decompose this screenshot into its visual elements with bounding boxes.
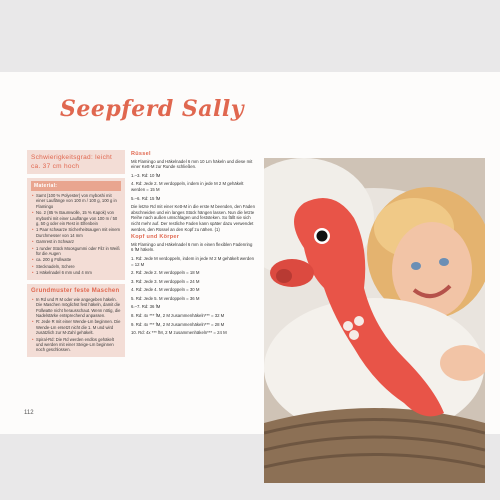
instruction-row: 4. Rd: Jede 4. M verdoppeln = 30 M	[131, 287, 200, 293]
body-rows	[131, 256, 255, 336]
basics-item: • R: Jede R mit einer Wende-Lm beginnen. Die Wende-Lm ersetzt nicht die 1. M und wird zusätzlich zur M-Zahl gehäkelt.	[36, 319, 121, 335]
instruction-row: 8. Rd: 4x *** fM, 2 M zusammenhäkeln*** = 32 M	[131, 313, 225, 319]
material-item: • ca. 200 g Füllwatte	[36, 257, 121, 262]
photo-child-with-seahorse	[264, 158, 485, 483]
ruessel-rows	[131, 173, 255, 201]
material-item: • 1 Häkelnadel 6 mm und 4 mm	[36, 270, 121, 275]
book-spread	[0, 72, 500, 434]
material-item: • Samt (100 % Polyester) von myboshi mit einer Lauflänge von 100 m / 100 g, 100 g in Flamingo	[36, 193, 121, 209]
material-box	[27, 178, 125, 280]
page-number: 112	[24, 410, 34, 416]
instruction-row: 9. Rd: 4x *** fM, 2 M zusammenhäkeln*** = 28 M	[131, 321, 225, 327]
basics-item: • In Rd und R M oder wie angegeben häkeln. Die Maschen möglichst fest häkeln, damit die Füllwatte nicht herausschaut. Wenn nötig, die Nadelstärke entsprechend anpassen.	[36, 297, 121, 319]
instruction-row: 5.–6. Rd: 15 fM	[131, 195, 161, 201]
material-item: • Stecknadeln, Schere	[36, 264, 121, 269]
ruessel-heading: Rüssel	[131, 151, 151, 157]
material-heading: Material:	[31, 181, 121, 191]
ruessel-intro: Mit Flamingo und Häkelnadel 6 mm 10 Lm häkeln und diese mit einer Kett-M zur Runde schließen.	[131, 158, 253, 170]
body-intro: Mit Flamingo und Häkelnadel 6 mm in einen flexiblen Fadenring 6 fM häkeln.	[131, 241, 253, 253]
instruction-row: 4. Rd: Jede 2. M verdoppeln, indem in jede M 2 M gehäkelt werden = 15 M	[131, 181, 244, 192]
material-item: • No. 2 (85 % Baumwolle, 15 % Kapok) von myboshi mit einer Lauflänge von 100 m / 50 g, 50 g oder ein Rest in Elfenbein	[36, 210, 121, 226]
instruction-row: 3. Rd: Jede 3. M verdoppeln = 24 M	[131, 278, 200, 284]
instruction-row: 1.–3. Rd: 10 fM	[131, 172, 161, 178]
basics-item: • Spiral-Rd: Die Rd werden endlos gehäkelt und werden mit einer Steige-Lm beginnen noch geschlossen.	[36, 337, 121, 353]
difficulty-box	[27, 150, 125, 174]
material-list	[31, 193, 121, 276]
material-item: • 1 Paar schwarze Sicherheitsaugen mit einem Durchmesser von 14 mm	[36, 227, 121, 238]
page-title: Seepferd Sally	[60, 96, 244, 122]
instruction-row: 1. Rd: Jede M verdoppeln, indem in jede M 2 M gehäkelt werden = 12 M	[131, 255, 255, 267]
instructions-column	[131, 150, 255, 339]
left-column	[27, 150, 125, 361]
difficulty-text: Schwierigkeitsgrad: leicht ca. 37 cm hoch	[31, 154, 113, 170]
photo-illustration	[264, 158, 485, 483]
instruction-row: 6.–7. Rd: 36 fM	[131, 304, 161, 310]
material-item: • Garnrest in Schwarz	[36, 239, 121, 244]
body-heading: Kopf und Körper	[131, 234, 180, 241]
basics-heading: Grundmuster feste Maschen	[31, 287, 120, 294]
instruction-row: 10. Rd: 4x *** fM, 2 M zusammenhäkeln*** = 24 M	[131, 330, 227, 336]
instruction-row: 2. Rd: Jede 2. M verdoppeln = 18 M	[131, 270, 200, 276]
ruessel-outro: Die letzte Rd mit einer Kett-M in die erste M beenden, den Faden abschneiden und ein langes Stück hängen lassen. Nun die letzte Reihe nach außen umschlagen und feststeken. So fällt sie sich nicht mehr auf. Der restliche Faden kann später dazu verwendet werden, den Rüssel an den Kopf zu nähen. (1)	[131, 204, 255, 232]
basics-list	[31, 297, 121, 353]
instruction-row: 5. Rd: Jede 5. M verdoppeln = 36 M	[131, 295, 200, 301]
basics-box	[27, 284, 125, 357]
material-item: • 1 runder Stück Moosgummi oder Filz in Weiß für die Augen	[36, 246, 121, 257]
